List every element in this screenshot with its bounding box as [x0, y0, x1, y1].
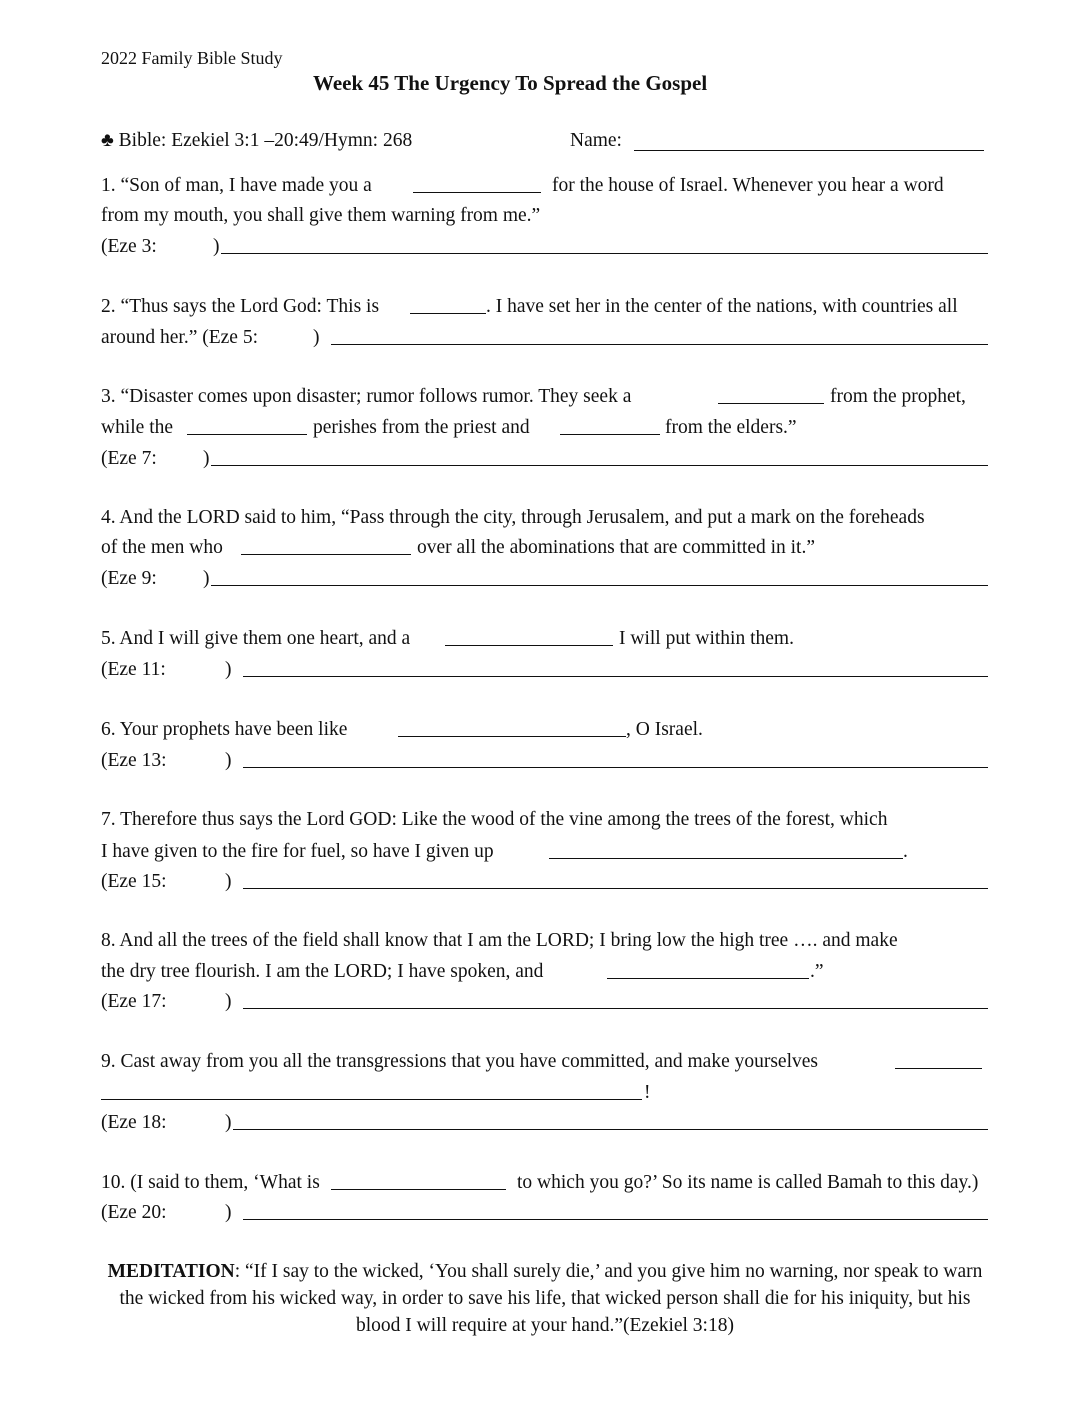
q3-ref-close: ) [203, 448, 210, 469]
meditation-text: : “If I say to the wicked, ‘You shall surely die,’ and you give him no warning, nor speak to warn the wicked from his wicked way, in order to save his life, that wicked person shall die for his iniquity, but his blood I will require at your hand.”(Ezekiel 3:18) [119, 1261, 983, 1336]
q2-blank-1[interactable] [410, 313, 486, 314]
q7-answer-line[interactable] [243, 888, 988, 889]
q3-blank-3[interactable] [560, 434, 660, 435]
q7-ref-close: ) [225, 871, 232, 892]
q10-ref-close: ) [225, 1202, 232, 1223]
q1-ref-close: ) [213, 236, 220, 257]
q1-text-c: from my mouth, you shall give them warning from me.” [101, 205, 541, 226]
q3-text-a: 3. “Disaster comes upon disaster; rumor follows rumor. They seek a [101, 386, 632, 407]
meditation-label: MEDITATION [107, 1261, 235, 1282]
q6-text-b: , O Israel. [626, 719, 703, 740]
q3-text-b: from the prophet, [830, 386, 966, 407]
q4-ref: (Eze 9: [101, 568, 157, 589]
q9-text-a: 9. Cast away from you all the transgressions that you have committed, and make yourselves [101, 1051, 818, 1072]
q7-text-b: I have given to the fire for fuel, so have I given up [101, 841, 494, 862]
q2-text-c: around her.” (Eze 5: [101, 327, 259, 348]
q7-blank-1[interactable] [549, 858, 903, 859]
q7-text-a: 7. Therefore thus says the Lord GOD: Like the wood of the vine among the trees of the forest, which [101, 809, 888, 830]
meditation-block [100, 1258, 990, 1339]
bible-reading-line: ♣ Bible: Ezekiel 3:1 –20:49/Hymn: 268 [101, 130, 413, 151]
q8-blank-1[interactable] [607, 978, 809, 979]
q4-blank-1[interactable] [241, 554, 411, 555]
q2-answer-line[interactable] [331, 344, 988, 345]
q6-text-a: 6. Your prophets have been like [101, 719, 348, 740]
q8-text-c: .” [810, 961, 824, 982]
q10-text-b: to which you go?’ So its name is called Bamah to this day.) [517, 1172, 979, 1193]
q9-text-b: ! [644, 1082, 651, 1103]
q6-ref-close: ) [225, 750, 232, 771]
q1-blank-1[interactable] [413, 192, 541, 193]
q8-answer-line[interactable] [243, 1008, 988, 1009]
q7-text-c: . [903, 841, 908, 862]
q3-ref: (Eze 7: [101, 448, 157, 469]
q3-blank-1[interactable] [718, 403, 824, 404]
q8-text-b: the dry tree flourish. I am the LORD; I have spoken, and [101, 961, 544, 982]
q8-text-a: 8. And all the trees of the field shall know that I am the LORD; I bring low the high tree …. and make [101, 930, 898, 951]
q3-text-d: perishes from the priest and [313, 417, 530, 438]
q5-ref: (Eze 11: [101, 659, 166, 680]
q9-blank-2[interactable] [101, 1099, 642, 1100]
page-title: Week 45 The Urgency To Spread the Gospel [313, 71, 708, 95]
q7-ref: (Eze 15: [101, 871, 167, 892]
name-field[interactable] [634, 150, 984, 151]
q3-answer-line[interactable] [211, 465, 988, 466]
q9-ref: (Eze 18: [101, 1112, 167, 1133]
q10-answer-line[interactable] [243, 1219, 988, 1220]
q9-ref-close: ) [225, 1112, 232, 1133]
q9-answer-line[interactable] [233, 1129, 988, 1130]
q10-ref: (Eze 20: [101, 1202, 167, 1223]
q10-text-a: 10. (I said to them, ‘What is [101, 1172, 320, 1193]
q6-answer-line[interactable] [243, 767, 988, 768]
q1-ref: (Eze 3: [101, 236, 157, 257]
name-label: Name: [570, 130, 622, 151]
q1-answer-line[interactable] [221, 253, 988, 254]
q5-answer-line[interactable] [243, 676, 988, 677]
q3-blank-2[interactable] [187, 434, 307, 435]
q10-blank-1[interactable] [331, 1189, 506, 1190]
q2-text-b: . I have set her in the center of the nations, with countries all [486, 296, 958, 317]
q1-text-b: for the house of Israel. Whenever you hear a word [552, 175, 944, 196]
q8-ref-close: ) [225, 991, 232, 1012]
q2-text-a: 2. “Thus says the Lord God: This is [101, 296, 380, 317]
q4-answer-line[interactable] [211, 585, 988, 586]
q5-text-a: 5. And I will give them one heart, and a [101, 628, 411, 649]
q2-ref-close: ) [313, 327, 320, 348]
q6-blank-1[interactable] [398, 736, 626, 737]
q3-text-c: while the [101, 417, 174, 438]
q4-ref-close: ) [203, 568, 210, 589]
q3-text-e: from the elders.” [665, 417, 797, 438]
q5-blank-1[interactable] [445, 645, 613, 646]
q4-text-a: 4. And the LORD said to him, “Pass through the city, through Jerusalem, and put a mark on the foreheads [101, 507, 925, 528]
q5-ref-close: ) [225, 659, 232, 680]
study-label: 2022 Family Bible Study [101, 48, 283, 68]
q4-text-c: over all the abominations that are committed in it.” [417, 537, 816, 558]
q4-text-b: of the men who [101, 537, 223, 558]
q6-ref: (Eze 13: [101, 750, 167, 771]
q5-text-b: I will put within them. [619, 628, 794, 649]
q9-blank-1[interactable] [895, 1068, 982, 1069]
q1-text-a: 1. “Son of man, I have made you a [101, 175, 372, 196]
q8-ref: (Eze 17: [101, 991, 167, 1012]
